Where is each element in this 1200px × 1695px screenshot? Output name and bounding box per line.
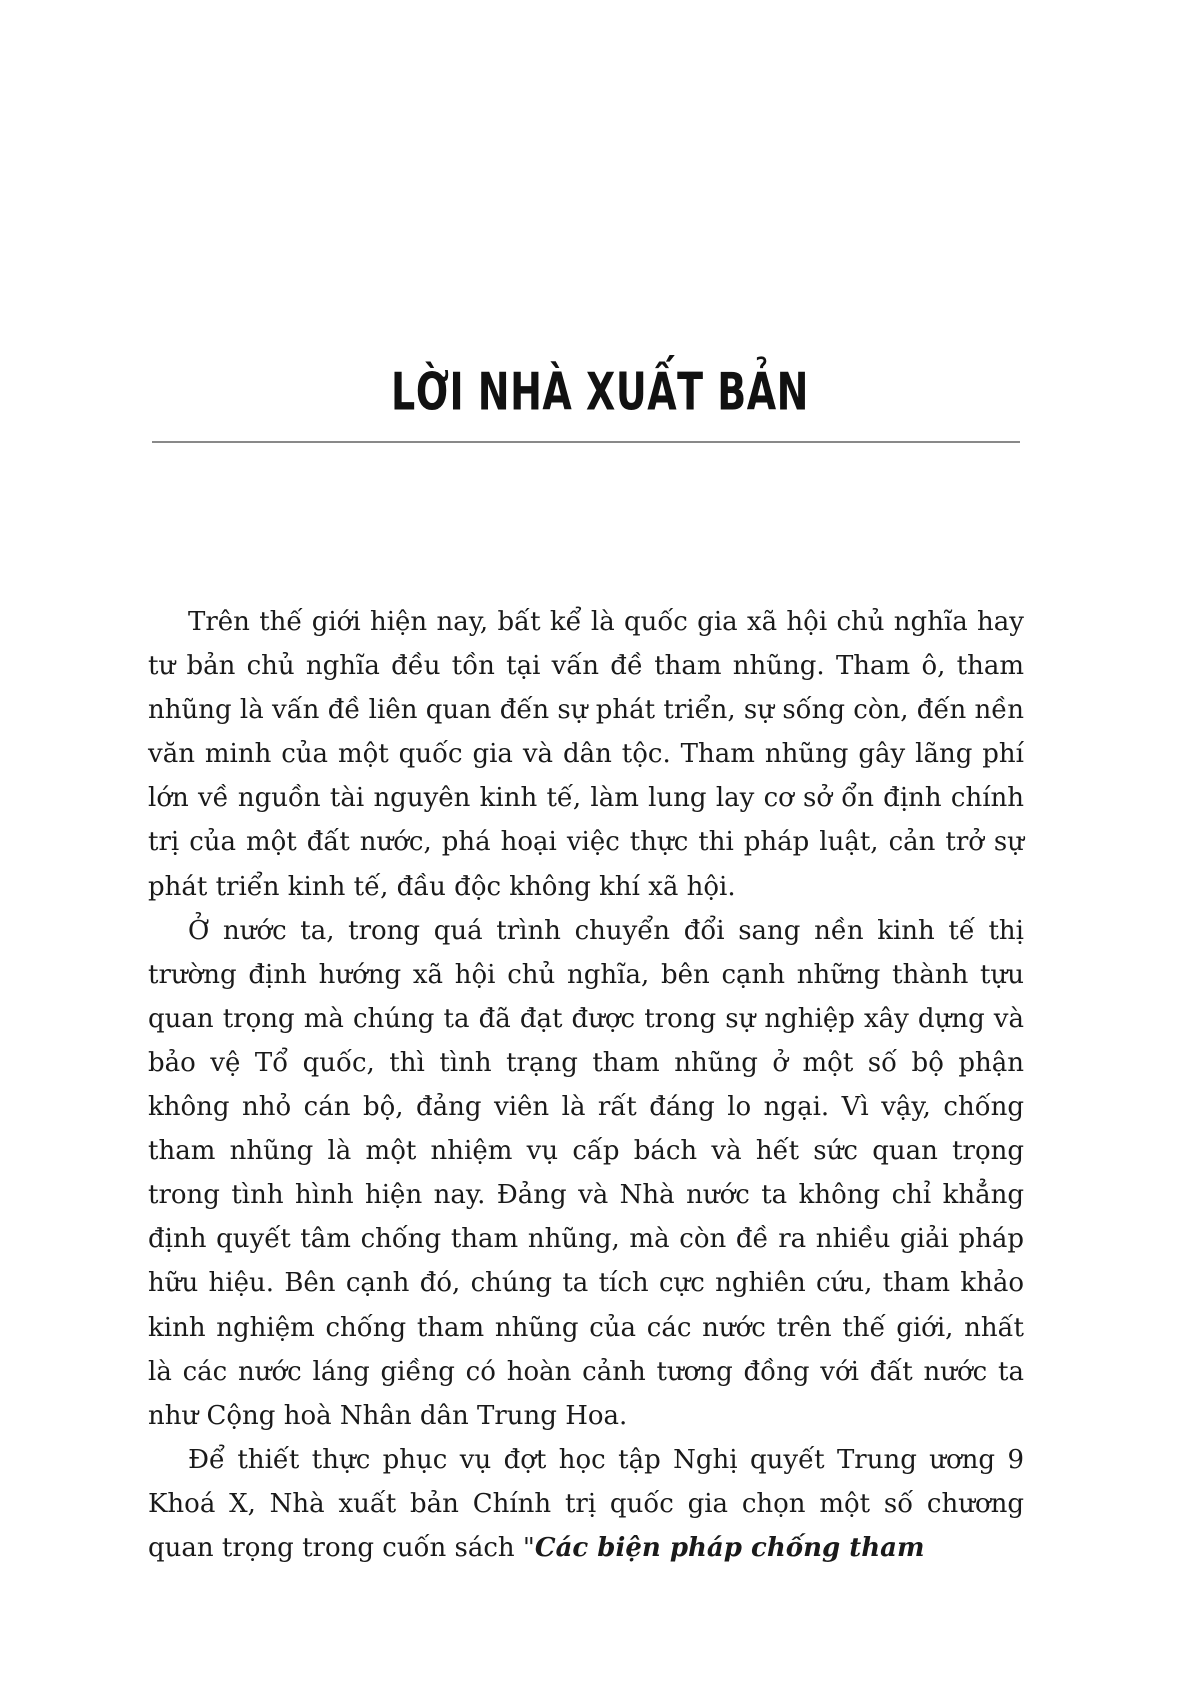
paragraph-3	[148, 1438, 1024, 1570]
page-heading: LỜI NHÀ XUẤT BẢN	[391, 362, 809, 422]
heading-divider	[152, 441, 1020, 443]
paragraph-2: Ở nước ta, trong quá trình chuyển đổi sang nền kinh tế thị trường định hướng xã hội chủ nghĩa, bên cạnh những thành tựu quan trọng mà chúng ta đã đạt được trong sự nghiệp xây dựng và bảo vệ Tổ quốc, thì tình trạng tham nhũng ở một số bộ phận không nhỏ cán bộ, đảng viên là rất đáng lo ngại. Vì vậy, chống tham nhũng là một nhiệm vụ cấp bách và hết sức quan trọng trong tình hình hiện nay. Đảng và Nhà nước ta không chỉ khẳng định quyết tâm chống tham nhũng, mà còn đề ra nhiều giải pháp hữu hiệu. Bên cạnh đó, chúng ta tích cực nghiên cứu, tham khảo kinh nghiệm chống tham nhũng của các nước trên thế giới, nhất là các nước láng giềng có hoàn cảnh tương đồng với đất nước ta như Cộng hoà Nhân dân Trung Hoa.	[148, 915, 1024, 1431]
book-title-emphasis: Các biện pháp chống tham	[534, 1532, 925, 1563]
paragraph-1: Trên thế giới hiện nay, bất kể là quốc gia xã hội chủ nghĩa hay tư bản chủ nghĩa đều tồn tại vấn đề tham nhũng. Tham ô, tham nhũng là vấn đề liên quan đến sự phát triển, sự sống còn, đến nền văn minh của một quốc gia và dân tộc. Tham nhũng gây lãng phí lớn về nguồn tài nguyên kinh tế, làm lung lay cơ sở ổn định chính trị của một đất nước, phá hoại việc thực thi pháp luật, cản trở sự phát triển kinh tế, đầu độc không khí xã hội.	[148, 607, 1024, 902]
body-text	[148, 600, 1024, 1570]
paragraph-3-text: Để thiết thực phục vụ đợt học tập Nghị quyết Trung ương 9 Khoá X, Nhà xuất bản Chính trị quốc gia chọn một số chương quan trọng trong cuốn sách "	[148, 1444, 1024, 1563]
